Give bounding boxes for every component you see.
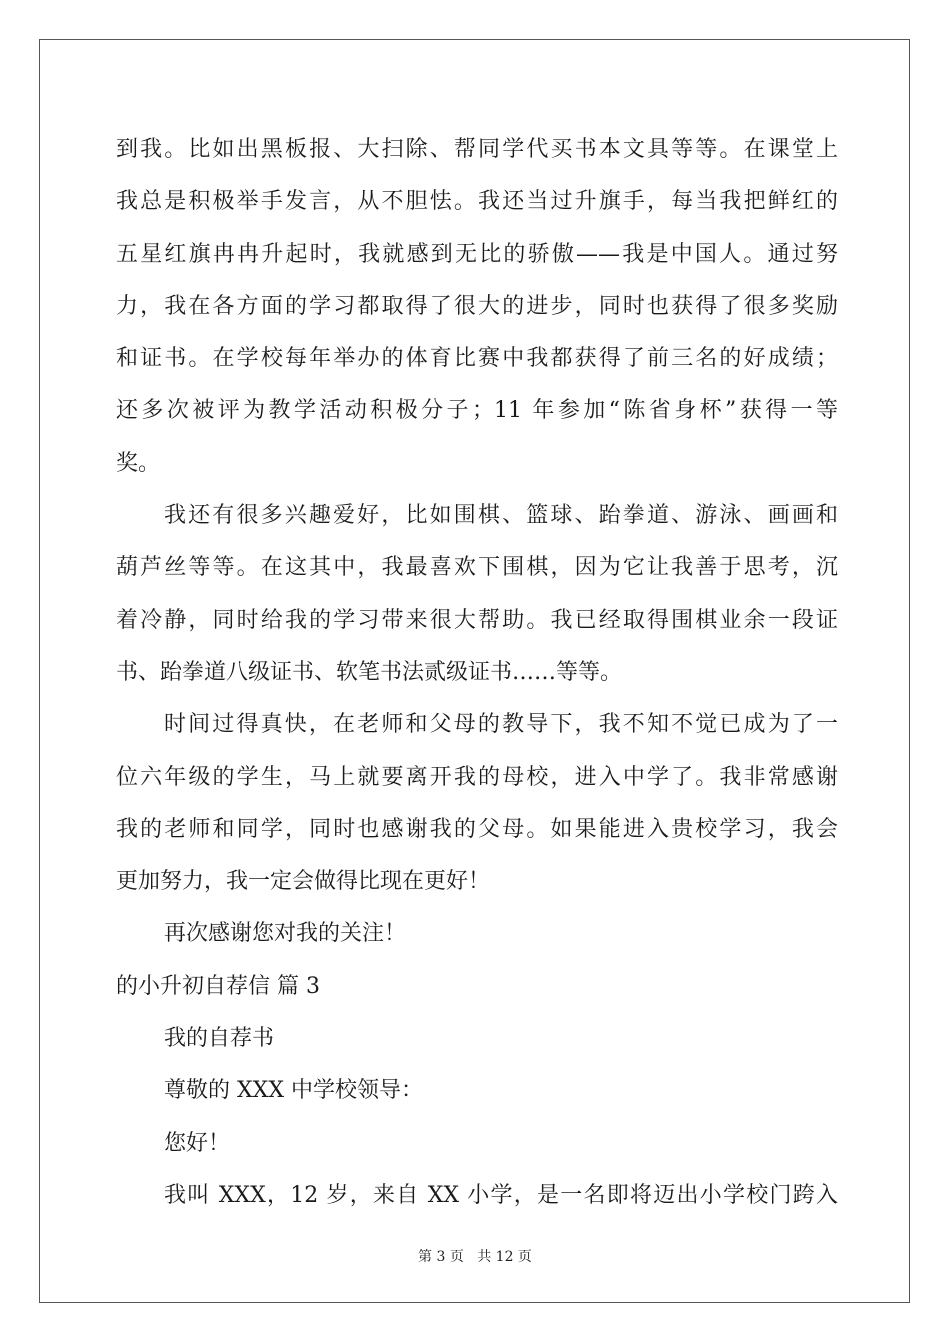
text-line: 力，我在各方面的学习都取得了很大的进步，同时也获得了很多奖励 — [116, 293, 838, 319]
text-line: 到我。比如出黑板报、大扫除、帮同学代买书本文具等等。在课堂上 — [116, 137, 838, 162]
text-line: 葫芦丝等等。在这其中，我最喜欢下围棋，因为它让我善于思考，沉 — [116, 555, 838, 581]
text-line: 我总是积极举手发言，从不胆怯。我还当过升旗手，每当我把鲜红的 — [116, 189, 838, 215]
text-line: 我的老师和同学，同时也感谢我的父母。如果能进入贵校学习，我会 — [116, 816, 838, 842]
text-line: 还多次被评为教学活动积极分子；11 年参加“陈省身杯”获得一等 — [116, 398, 838, 424]
text-line: 奖。 — [116, 450, 161, 476]
document-body — [116, 128, 838, 1226]
text-line: 我的自荐书 — [164, 1026, 275, 1052]
text-line: 着冷静，同时给我的学习带来很大帮助。我已经取得围棋业余一段证 — [116, 607, 838, 633]
text-line: 时间过得真快，在老师和父母的教导下，我不知不觉已成为了一 — [164, 712, 838, 738]
text-line: 和证书。在学校每年举办的体育比赛中我都获得了前三名的好成绩； — [116, 346, 838, 372]
text-line: 的小升初自荐信 篇 3 — [116, 973, 320, 999]
page-footer — [0, 1247, 950, 1267]
text-line: 尊敬的 XXX 中学校领导： — [164, 1078, 423, 1104]
footer-spacer — [464, 1249, 477, 1265]
text-line: 我叫 XXX，12 岁，来自 XX 小学，是一名即将迈出小学校门跨入 — [164, 1182, 838, 1208]
text-line: 更加努力，我一定会做得比现在更好！ — [116, 869, 491, 895]
text-line: 您好！ — [164, 1130, 231, 1156]
page-total: 共 12 页 — [477, 1249, 532, 1265]
page-number: 第 3 页 — [418, 1249, 464, 1265]
text-line: 位六年级的学生，马上就要离开我的母校，进入中学了。我非常感谢 — [116, 764, 838, 790]
text-line: 书、跆拳道八级证书、软笔书法贰级证书……等等。 — [116, 659, 623, 685]
text-line: 我还有很多兴趣爱好，比如围棋、篮球、跆拳道、游泳、画画和 — [164, 503, 838, 529]
text-line: 五星红旗冉冉升起时，我就感到无比的骄傲——我是中国人。通过努 — [116, 241, 838, 267]
text-line: 再次感谢您对我的关注！ — [164, 921, 407, 947]
